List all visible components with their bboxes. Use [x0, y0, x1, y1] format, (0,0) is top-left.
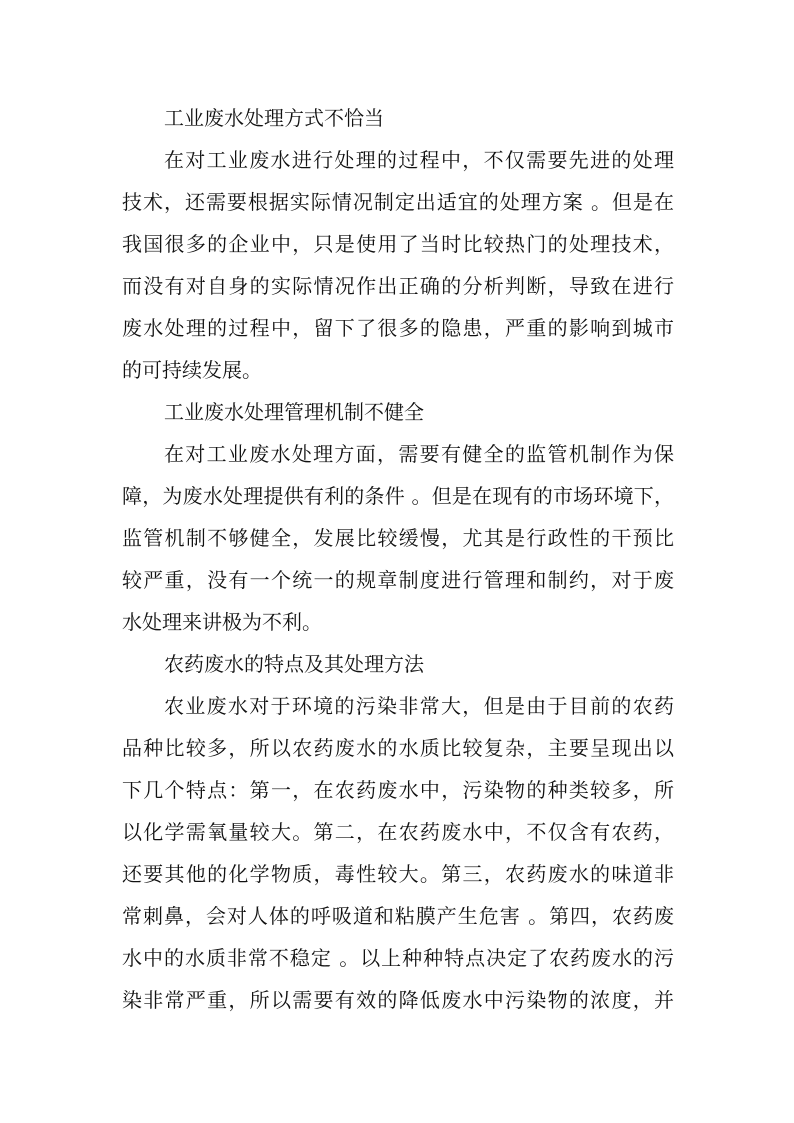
paragraph-line: 水中的水质非常不稳定 。以上种种特点决定了农药废水的污	[122, 946, 674, 970]
paragraph-line: 较严重，没有一个统一的规章制度进行管理和制约，对于废	[122, 568, 674, 592]
paragraph-line: 下几个特点：第一，在农药废水中，污染物的种类较多，所	[122, 778, 674, 802]
paragraph-line: 还要其他的化学物质，毒性较大。第三，农药废水的味道非	[122, 862, 674, 886]
paragraph-line: 技术，还需要根据实际情况制定出适宜的处理方案 。但是在	[122, 190, 674, 214]
paragraph-line: 监管机制不够健全，发展比较缓慢，尤其是行政性的干预比	[122, 526, 674, 550]
paragraph-line: 以化学需氧量较大。第二，在农药废水中，不仅含有农药，	[122, 820, 674, 844]
paragraph-line: 障，为废水处理提供有利的条件 。但是在现有的市场环境下，	[122, 484, 674, 508]
paragraph-line: 而没有对自身的实际情况作出正确的分析判断，导致在进行	[122, 274, 674, 298]
section-heading-2: 工业废水处理管理机制不健全	[164, 400, 424, 424]
paragraph-line: 农业废水对于环境的污染非常大，但是由于目前的农药	[164, 694, 674, 718]
paragraph-line: 常刺鼻，会对人体的呼吸道和粘膜产生危害 。第四，农药废	[122, 904, 674, 928]
section-heading-3: 农药废水的特点及其处理方法	[164, 652, 424, 676]
paragraph-line: 的可持续发展。	[122, 358, 262, 382]
paragraph-line: 品种比较多，所以农药废水的水质比较复杂，主要呈现出以	[122, 736, 674, 760]
paragraph-line: 在对工业废水处理方面，需要有健全的监管机制作为保	[164, 442, 674, 466]
section-heading-1: 工业废水处理方式不恰当	[164, 106, 384, 130]
paragraph-line: 水处理来讲极为不利。	[122, 610, 322, 634]
paragraph-line: 在对工业废水进行处理的过程中，不仅需要先进的处理	[164, 148, 674, 172]
paragraph-line: 染非常严重，所以需要有效的降低废水中污染物的浓度，并	[122, 988, 674, 1012]
paragraph-line: 我国很多的企业中，只是使用了当时比较热门的处理技术，	[122, 232, 674, 256]
paragraph-line: 废水处理的过程中，留下了很多的隐患，严重的影响到城市	[122, 316, 674, 340]
